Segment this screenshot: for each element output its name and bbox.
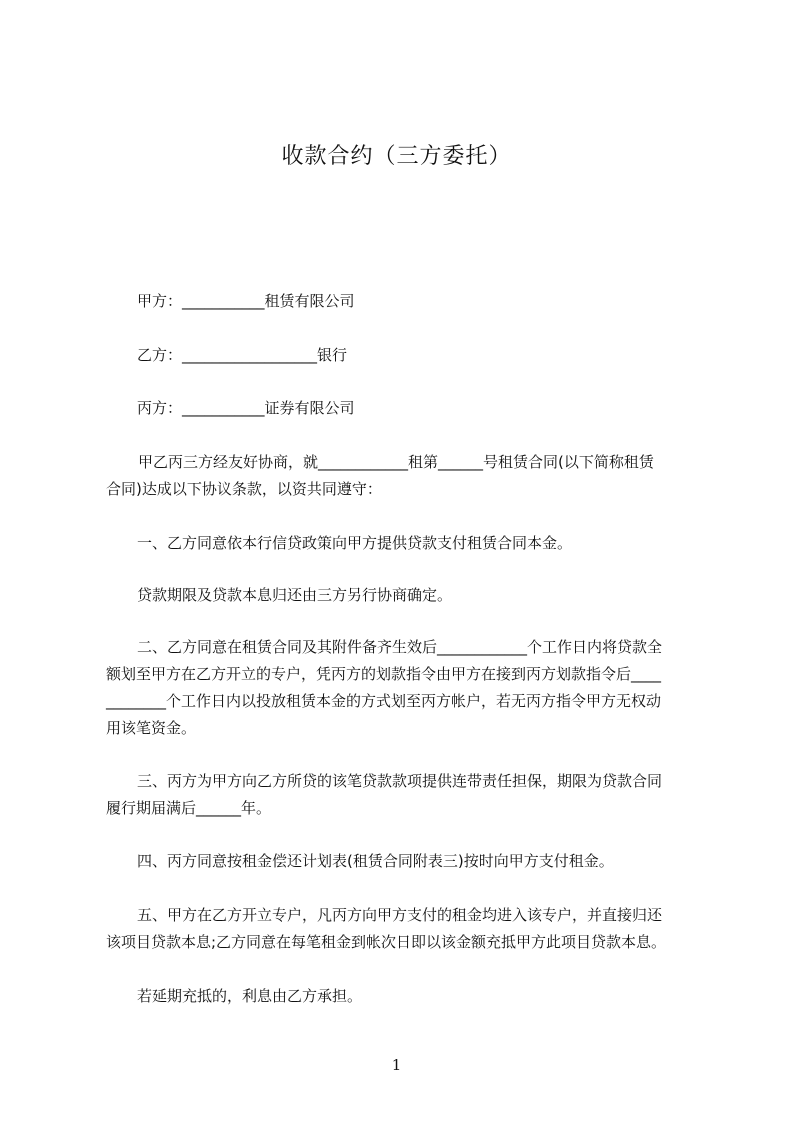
intro-line: 合同)达成以下协议条款，以资共同遵守： — [106, 480, 382, 498]
clause-2-line: ________个工作日内以投放租赁本金的方式划至丙方帐户，若无丙方指令甲方无权动 — [106, 692, 662, 710]
document-title: 收款合约（三方委托） — [281, 144, 512, 169]
party-b-line: 乙方：__________________银行 — [137, 346, 348, 364]
clause-3-line: 三、丙方为甲方向乙方所贷的该笔贷款款项提供连带责任担保，期限为贷款合同 — [137, 772, 663, 790]
intro-line: 甲乙丙三方经友好协商，就____________租第______号租赁合同(以下简称租赁 — [138, 453, 654, 471]
clause-3-line: 履行期届满后______年。 — [106, 799, 272, 817]
clause-1-note: 贷款期限及贷款本息归还由三方另行协商确定。 — [137, 586, 453, 604]
clause-2-line: 额划至甲方在乙方开立的专户，凭丙方的划款指令由甲方在接到丙方划款指令后____ — [106, 665, 662, 683]
clause-1: 一、乙方同意依本行信贷政策向甲方提供贷款支付租赁合同本金。 — [137, 534, 573, 552]
clause-5-note: 若延期充抵的，利息由乙方承担。 — [137, 987, 363, 1005]
page-number: 1 — [391, 1056, 402, 1074]
party-c-line: 丙方：___________证券有限公司 — [137, 399, 355, 417]
clause-5-line: 五、甲方在乙方开立专户，凡丙方向甲方支付的租金均进入该专户，并直接归还 — [137, 906, 663, 924]
party-a-line: 甲方：___________租赁有限公司 — [137, 292, 355, 310]
clause-2-line: 用该笔资金。 — [106, 719, 197, 737]
clause-2-line: 二、乙方同意在租赁合同及其附件备齐生效后____________个工作日内将贷款全 — [137, 638, 663, 656]
clause-4: 四、丙方同意按租金偿还计划表(租赁合同附表三)按时向甲方支付租金。 — [137, 852, 614, 870]
clause-5-line: 该项目贷款本息;乙方同意在每笔租金到帐次日即以该金额充抵甲方此项目贷款本息。 — [106, 933, 667, 951]
